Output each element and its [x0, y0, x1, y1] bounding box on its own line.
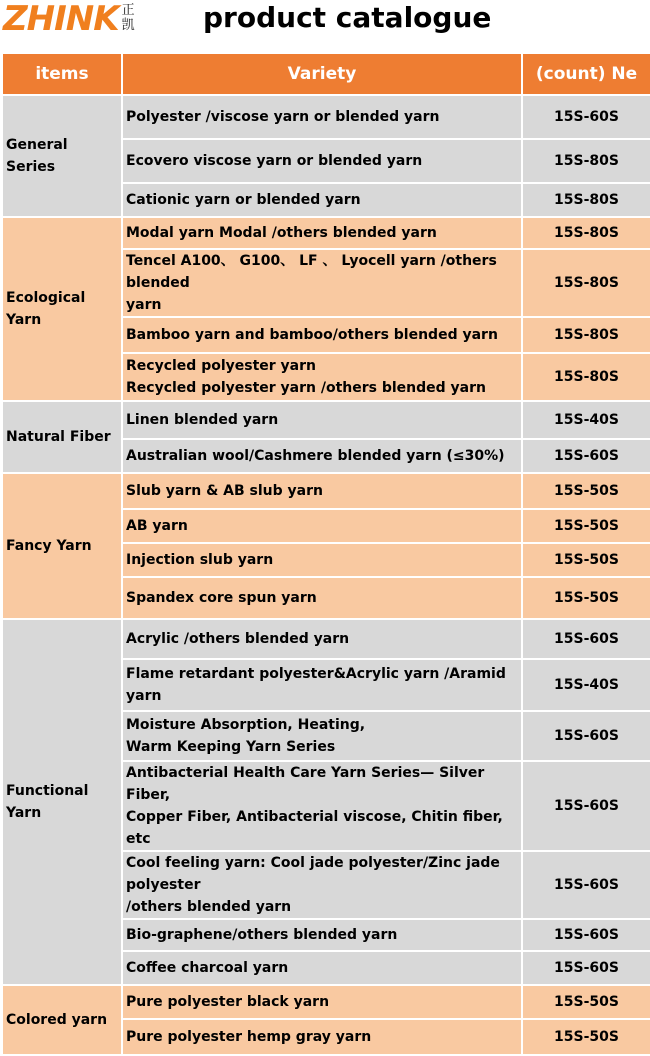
variety-line: Slub yarn & AB slub yarn: [126, 483, 323, 499]
table-row: [2, 401, 650, 439]
variety-line: Flame retardant polyester&Acrylic yarn /Aramid yarn: [126, 666, 506, 704]
count-cell: 15S-60S: [522, 919, 650, 951]
table-row: [2, 217, 650, 249]
count-cell: 15S-80S: [522, 139, 650, 183]
variety-line: /others blended yarn: [126, 899, 292, 915]
column-header-variety: Variety: [122, 53, 522, 95]
variety-line: yarn: [126, 297, 162, 313]
variety-cell: [122, 353, 522, 401]
variety-line: Antibacterial Health Care Yarn Series— Silver Fiber,: [126, 765, 485, 803]
variety-line: AB yarn: [126, 518, 188, 534]
category-cell: Ecological Yarn: [2, 217, 122, 401]
count-cell: 15S-50S: [522, 543, 650, 577]
variety-line: Tencel A100、 G100、 LF 、 Lyocell yarn /others blended: [126, 253, 497, 291]
variety-line: Copper Fiber, Antibacterial viscose, Chitin fiber, etc: [126, 809, 503, 847]
variety-line: Coffee charcoal yarn: [126, 960, 289, 976]
logo-cn-char-2: 凯: [121, 18, 135, 33]
variety-cell: [122, 317, 522, 353]
variety-cell: [122, 985, 522, 1019]
category-cell: Colored yarn: [2, 985, 122, 1055]
logo-text: ZHINK: [3, 0, 119, 39]
count-cell: 15S-80S: [522, 353, 650, 401]
variety-line: Acrylic /others blended yarn: [126, 631, 350, 647]
variety-cell: [122, 217, 522, 249]
column-header-count: (count) Ne: [522, 53, 650, 95]
table-header-row: [2, 53, 650, 95]
variety-line: Australian wool/Cashmere blended yarn (≤30%): [126, 448, 505, 464]
variety-cell: [122, 951, 522, 985]
variety-cell: [122, 139, 522, 183]
table-row: [2, 473, 650, 509]
variety-cell: [122, 509, 522, 543]
variety-cell: [122, 919, 522, 951]
count-cell: 15S-80S: [522, 217, 650, 249]
variety-cell: [122, 439, 522, 473]
catalogue-table: [1, 52, 650, 1056]
logo-chinese: [122, 3, 135, 33]
category-cell: General Series: [2, 95, 122, 217]
column-header-items: items: [2, 53, 122, 95]
variety-line: Warm Keeping Yarn Series: [126, 739, 336, 755]
variety-line: Bio-graphene/others blended yarn: [126, 927, 398, 943]
variety-cell: [122, 183, 522, 217]
variety-cell: [122, 761, 522, 851]
count-cell: 15S-80S: [522, 317, 650, 353]
variety-cell: [122, 577, 522, 619]
variety-cell: [122, 473, 522, 509]
count-cell: 15S-40S: [522, 401, 650, 439]
variety-cell: [122, 95, 522, 139]
count-cell: 15S-50S: [522, 473, 650, 509]
table-row: [2, 619, 650, 659]
count-cell: 15S-60S: [522, 619, 650, 659]
variety-cell: [122, 619, 522, 659]
variety-line: Recycled polyester yarn: [126, 358, 316, 374]
brand-logo: [3, 0, 135, 39]
variety-line: Injection slub yarn: [126, 552, 274, 568]
variety-line: Linen blended yarn: [126, 412, 279, 428]
count-cell: 15S-50S: [522, 1019, 650, 1055]
variety-cell: [122, 543, 522, 577]
variety-line: Spandex core spun yarn: [126, 590, 317, 606]
variety-cell: [122, 249, 522, 317]
category-cell: Fancy Yarn: [2, 473, 122, 619]
count-cell: 15S-60S: [522, 761, 650, 851]
count-cell: 15S-50S: [522, 577, 650, 619]
category-cell: Natural Fiber: [2, 401, 122, 473]
variety-cell: [122, 401, 522, 439]
variety-line: Moisture Absorption, Heating,: [126, 717, 366, 733]
count-cell: 15S-50S: [522, 509, 650, 543]
page-title: product catalogue: [203, 1, 492, 34]
count-cell: 15S-80S: [522, 183, 650, 217]
variety-line: Recycled polyester yarn /others blended yarn: [126, 380, 487, 396]
variety-line: Ecovero viscose yarn or blended yarn: [126, 153, 423, 169]
page-header: [0, 0, 650, 52]
count-cell: 15S-60S: [522, 851, 650, 919]
variety-cell: [122, 711, 522, 761]
table-row: [2, 95, 650, 139]
variety-line: Cationic yarn or blended yarn: [126, 192, 361, 208]
count-cell: 15S-80S: [522, 249, 650, 317]
variety-line: Modal yarn Modal /others blended yarn: [126, 225, 437, 241]
count-cell: 15S-60S: [522, 95, 650, 139]
count-cell: 15S-50S: [522, 985, 650, 1019]
variety-line: Pure polyester hemp gray yarn: [126, 1029, 372, 1045]
variety-cell: [122, 1019, 522, 1055]
variety-cell: [122, 851, 522, 919]
count-cell: 15S-60S: [522, 439, 650, 473]
category-cell: Functional Yarn: [2, 619, 122, 985]
logo-cn-char-1: 正: [121, 3, 135, 18]
table-row: [2, 985, 650, 1019]
variety-line: Pure polyester black yarn: [126, 994, 330, 1010]
count-cell: 15S-60S: [522, 951, 650, 985]
count-cell: 15S-40S: [522, 659, 650, 711]
variety-line: Polyester /viscose yarn or blended yarn: [126, 109, 440, 125]
variety-line: Cool feeling yarn: Cool jade polyester/Zinc jade polyester: [126, 855, 500, 893]
variety-line: Bamboo yarn and bamboo/others blended yarn: [126, 327, 498, 343]
count-cell: 15S-60S: [522, 711, 650, 761]
variety-cell: [122, 659, 522, 711]
